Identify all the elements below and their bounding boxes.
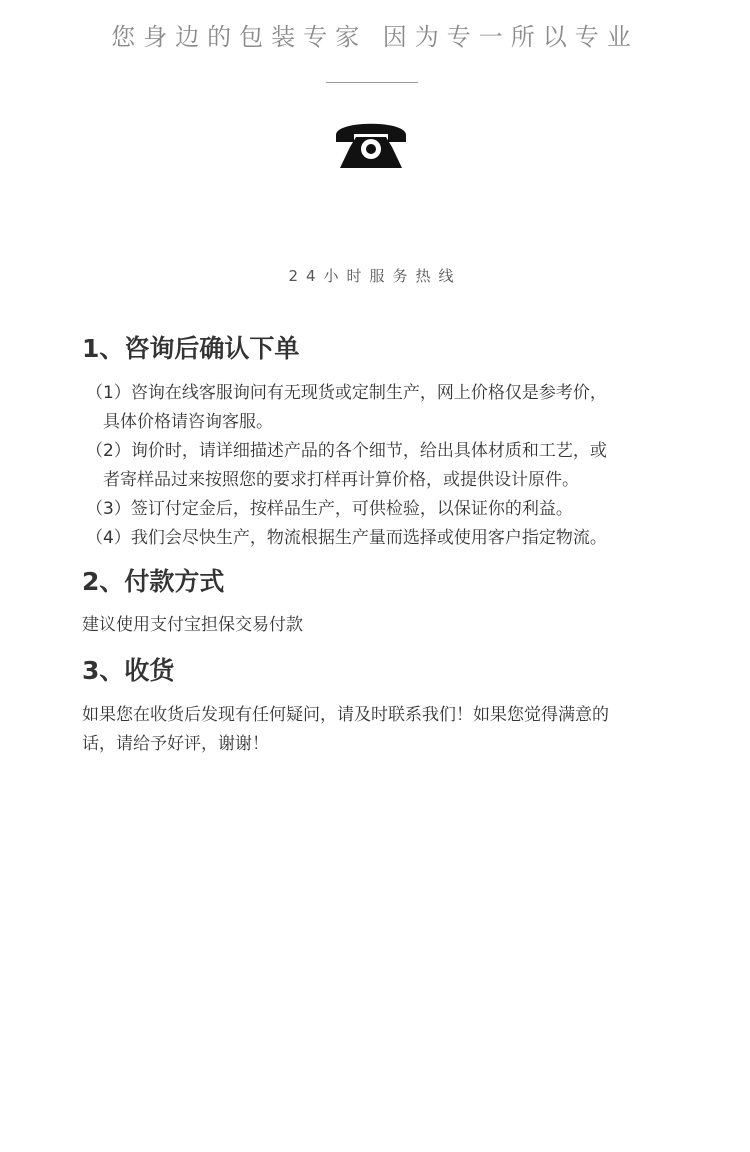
receipt-text-line-1: 如果您在收货后发现有任何疑问，请及时联系我们！如果您觉得满意的 [82, 705, 609, 725]
receipt-text-line-2: 话，请给予好评，谢谢！ [82, 734, 269, 754]
hotline-label: 24小时服务热线 [288, 267, 462, 285]
divider [326, 82, 418, 83]
order-step-1: （1）咨询在线客服询问有无现货或定制生产，网上价格仅是参考价， [86, 383, 607, 403]
order-step-1-continued: 具体价格请咨询客服。 [86, 412, 273, 432]
telephone-icon [332, 114, 410, 168]
order-step-3: （3）签订付定金后，按样品生产，可供检验，以保证你的利益。 [86, 499, 573, 519]
payment-text: 建议使用支付宝担保交易付款 [82, 615, 303, 635]
section-title-receipt: 3、收货 [82, 656, 175, 685]
slogan: 您身边的包装专家 因为专一所以专业 [111, 23, 639, 51]
section-title-payment: 2、付款方式 [82, 567, 225, 596]
section-title-order: 1、咨询后确认下单 [82, 334, 300, 363]
order-step-2: （2）询价时，请详细描述产品的各个细节，给出具体材质和工艺，或 [86, 441, 607, 461]
order-step-4: （4）我们会尽快生产，物流根据生产量而选择或使用客户指定物流。 [86, 528, 607, 548]
order-step-2-continued: 者寄样品过来按照您的要求打样再计算价格，或提供设计原件。 [86, 470, 579, 490]
